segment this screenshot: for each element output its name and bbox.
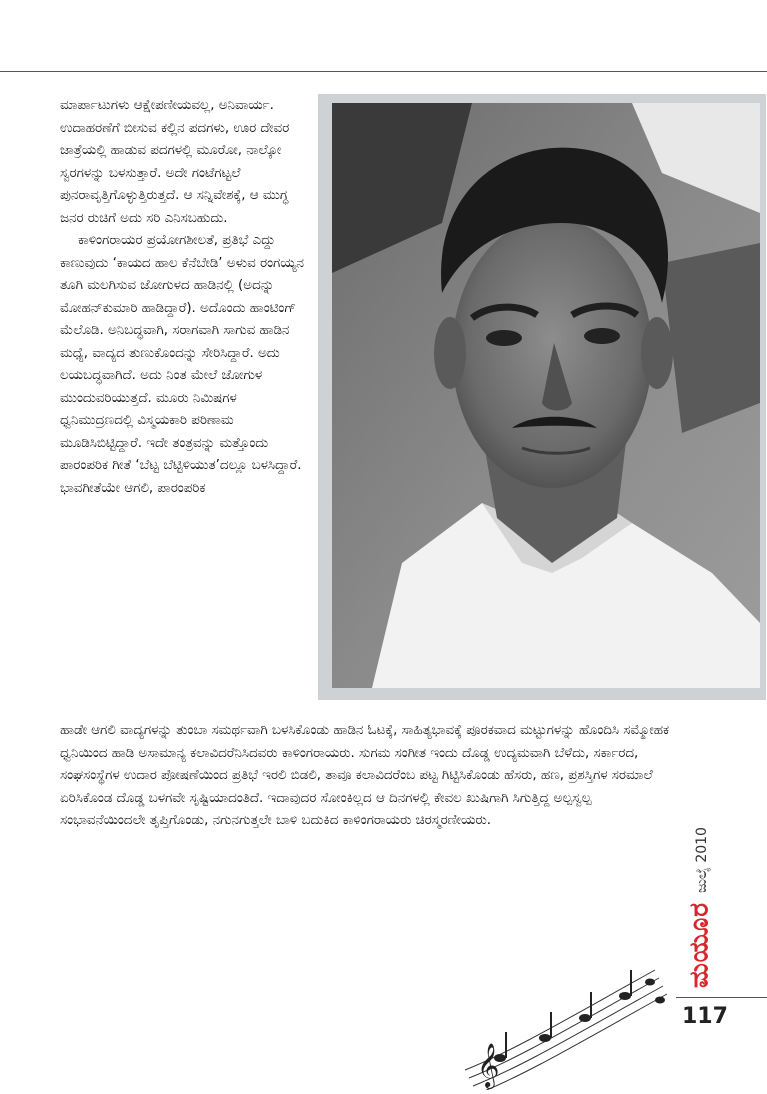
paragraph-2: ಕಾಳಿಂಗರಾಯರ ಪ್ರಯೋಗಶೀಲತೆ, ಪ್ರತಿಭೆ ಎದ್ದು ಕಾಣುವುದು ‘ಕಾಯದ ಹಾಲ ಕೆನೆಬೇಡಿ’ ಅಳುವ ರಂಗಯ್ಯನ ತೂಗಿ ಮಲಗಿಸುವ ಜೋಗುಳದ ಹಾಡಿನಲ್ಲಿ (ಅದನ್ನು ಮೋಹನ್‌ಕುಮಾರಿ ಹಾಡಿದ್ದಾರೆ). ಅದೊಂದು ಹಾಂಟಿಂಗ್ ಮೆಲೊಡಿ. ಅನಿಬದ್ಧವಾಗಿ, ಸರಾಗವಾಗಿ ಸಾಗುವ ಹಾಡಿನ ಮಧ್ಯೆ, ವಾದ್ಯದ ತುಣುಕೊಂದನ್ನು ಸೇರಿಸಿದ್ದಾರೆ. ಅದು ಲಯಬದ್ಧವಾಗಿದೆ. ಅದು ನಿಂತ ಮೇಲೆ ಜೋಗುಳ ಮುಂದುವರಿಯುತ್ತದೆ. ಮೂರು ನಿಮಿಷಗಳ ಧ್ವನಿಮುದ್ರಣದಲ್ಲಿ ವಿಸ್ಮಯಕಾರಿ ಪರಿಣಾಮ ಮೂಡಿಸಿಬಿಟ್ಟಿದ್ದಾರೆ. ಇದೇ ತಂತ್ರವನ್ನು ಮತ್ತೊಂದು ಪಾರಂಪರಿಕ ಗೀತೆ ‘ಬೆಟ್ಟ ಬೆಟ್ಟಿಳಿಯುತ’ದಲ್ಲೂ ಬಳಸಿದ್ದಾರೆ. ಭಾವಗೀತೆಯೇ ಆಗಲಿ, ಪಾರಂಪರಿಕ [60,233,304,496]
svg-text:𝄞: 𝄞 [477,1043,500,1087]
wide-text: ಹಾಡೇ ಆಗಲಿ ವಾದ್ಯಗಳನ್ನು ತುಂಬಾ ಸಮರ್ಥವಾಗಿ ಬಳಸಿಕೊಂಡು ಹಾಡಿನ ಓಟಕ್ಕೆ, ಸಾಹಿತ್ಯಭಾವಕ್ಕೆ ಪೂರಕವಾದ ಮಟ್ಟುಗಳನ್ನು ಹೊಂದಿಸಿ ಸಮ್ಮೋಹಕ ಧ್ವನಿಯಿಂದ ಹಾಡಿ ಅಸಾಮಾನ್ಯ ಕಲಾವಿದರೆನಿಸಿದವರು ಕಾಳಿಂಗರಾಯರು. ಸುಗಮ ಸಂಗೀತ ಇಂದು ದೊಡ್ಡ ಉದ್ಯಮವಾಗಿ ಬೆಳೆದು, ಸರ್ಕಾರದ, ಸಂಘಸಂಸ್ಥೆಗಳ ಉದಾರ ಪೋಷಣೆಯಿಂದ ಪ್ರತಿಭೆ ಇರಲಿ ಬಿಡಲಿ, ತಾವೂ ಕಲಾವಿದರೆಂಬ ಪಟ್ಟ ಗಿಟ್ಟಿಸಿಕೊಂಡು ಹೆಸರು, ಹಣ, ಪ್ರಶಸ್ತಿಗಳ ಸರಮಾಲೆ ಏರಿಸಿಕೊಂಡ ದೊಡ್ಡ ಬಳಗವೇ ಸೃಷ್ಟಿಯಾದಂತಿದೆ. ಇದಾವುದರ ಸೋಂಕಿಲ್ಲದ ಆ ದಿನಗಳಲ್ಲಿ ಕೇವಲ ಖುಷಿಗಾಗಿ ಸಿಗುತ್ತಿದ್ದ ಅಲ್ಪಸ್ವಲ್ಪ ಸಂಭಾವನೆಯಿಂದಲೇ ತೃಪ್ತಿಗೊಂಡು, ನಗುನಗುತ್ತಲೇ ಬಾಳಿ ಬದುಕಿದ ಕಾಳಿಂಗರಾಯರು ಚಿರಸ್ಮರಣೀಯರು. [60,723,670,828]
music-notes-decoration [455,960,685,1090]
top-rule [0,71,767,72]
page-number-rule [676,997,767,998]
magazine-name: ಮಯೂರ [684,902,715,988]
column-text [60,95,310,500]
paragraph-1: ಮಾರ್ಪಾಟುಗಳು ಆಕ್ಷೇಪಣೀಯವಲ್ಲ, ಅನಿವಾರ್ಯ. ಉದಾಹರಣೆಗೆ ಬೀಸುವ ಕಲ್ಲಿನ ಪದಗಳು, ಊರ ದೇವರ ಜಾತ್ರೆಯಲ್ಲಿ ಹಾಡುವ ಪದಗಳಲ್ಲಿ ಮೂರೋ, ನಾಲ್ಕೋ ಸ್ವರಗಳನ್ನು ಬಳಸುತ್ತಾರೆ. ಅದೇ ಗಂಟೆಗಟ್ಟಲೆ ಪುನರಾವೃತ್ತಿಗೊಳ್ಳುತ್ತಿರುತ್ತದೆ. ಆ ಸನ್ನಿವೇಶಕ್ಕೆ, ಆ ಮುಗ್ಧ ಜನರ ರುಚಿಗೆ ಅದು ಸರಿ ಎನಿಸಬಹುದು. [60,98,290,226]
music-notes-icon [455,960,685,1090]
portrait-illustration [332,103,760,688]
portrait-photo [332,103,760,688]
page-number: 117 [682,1004,728,1029]
issue-date: ಜುಲೈ 2010 [694,827,710,893]
